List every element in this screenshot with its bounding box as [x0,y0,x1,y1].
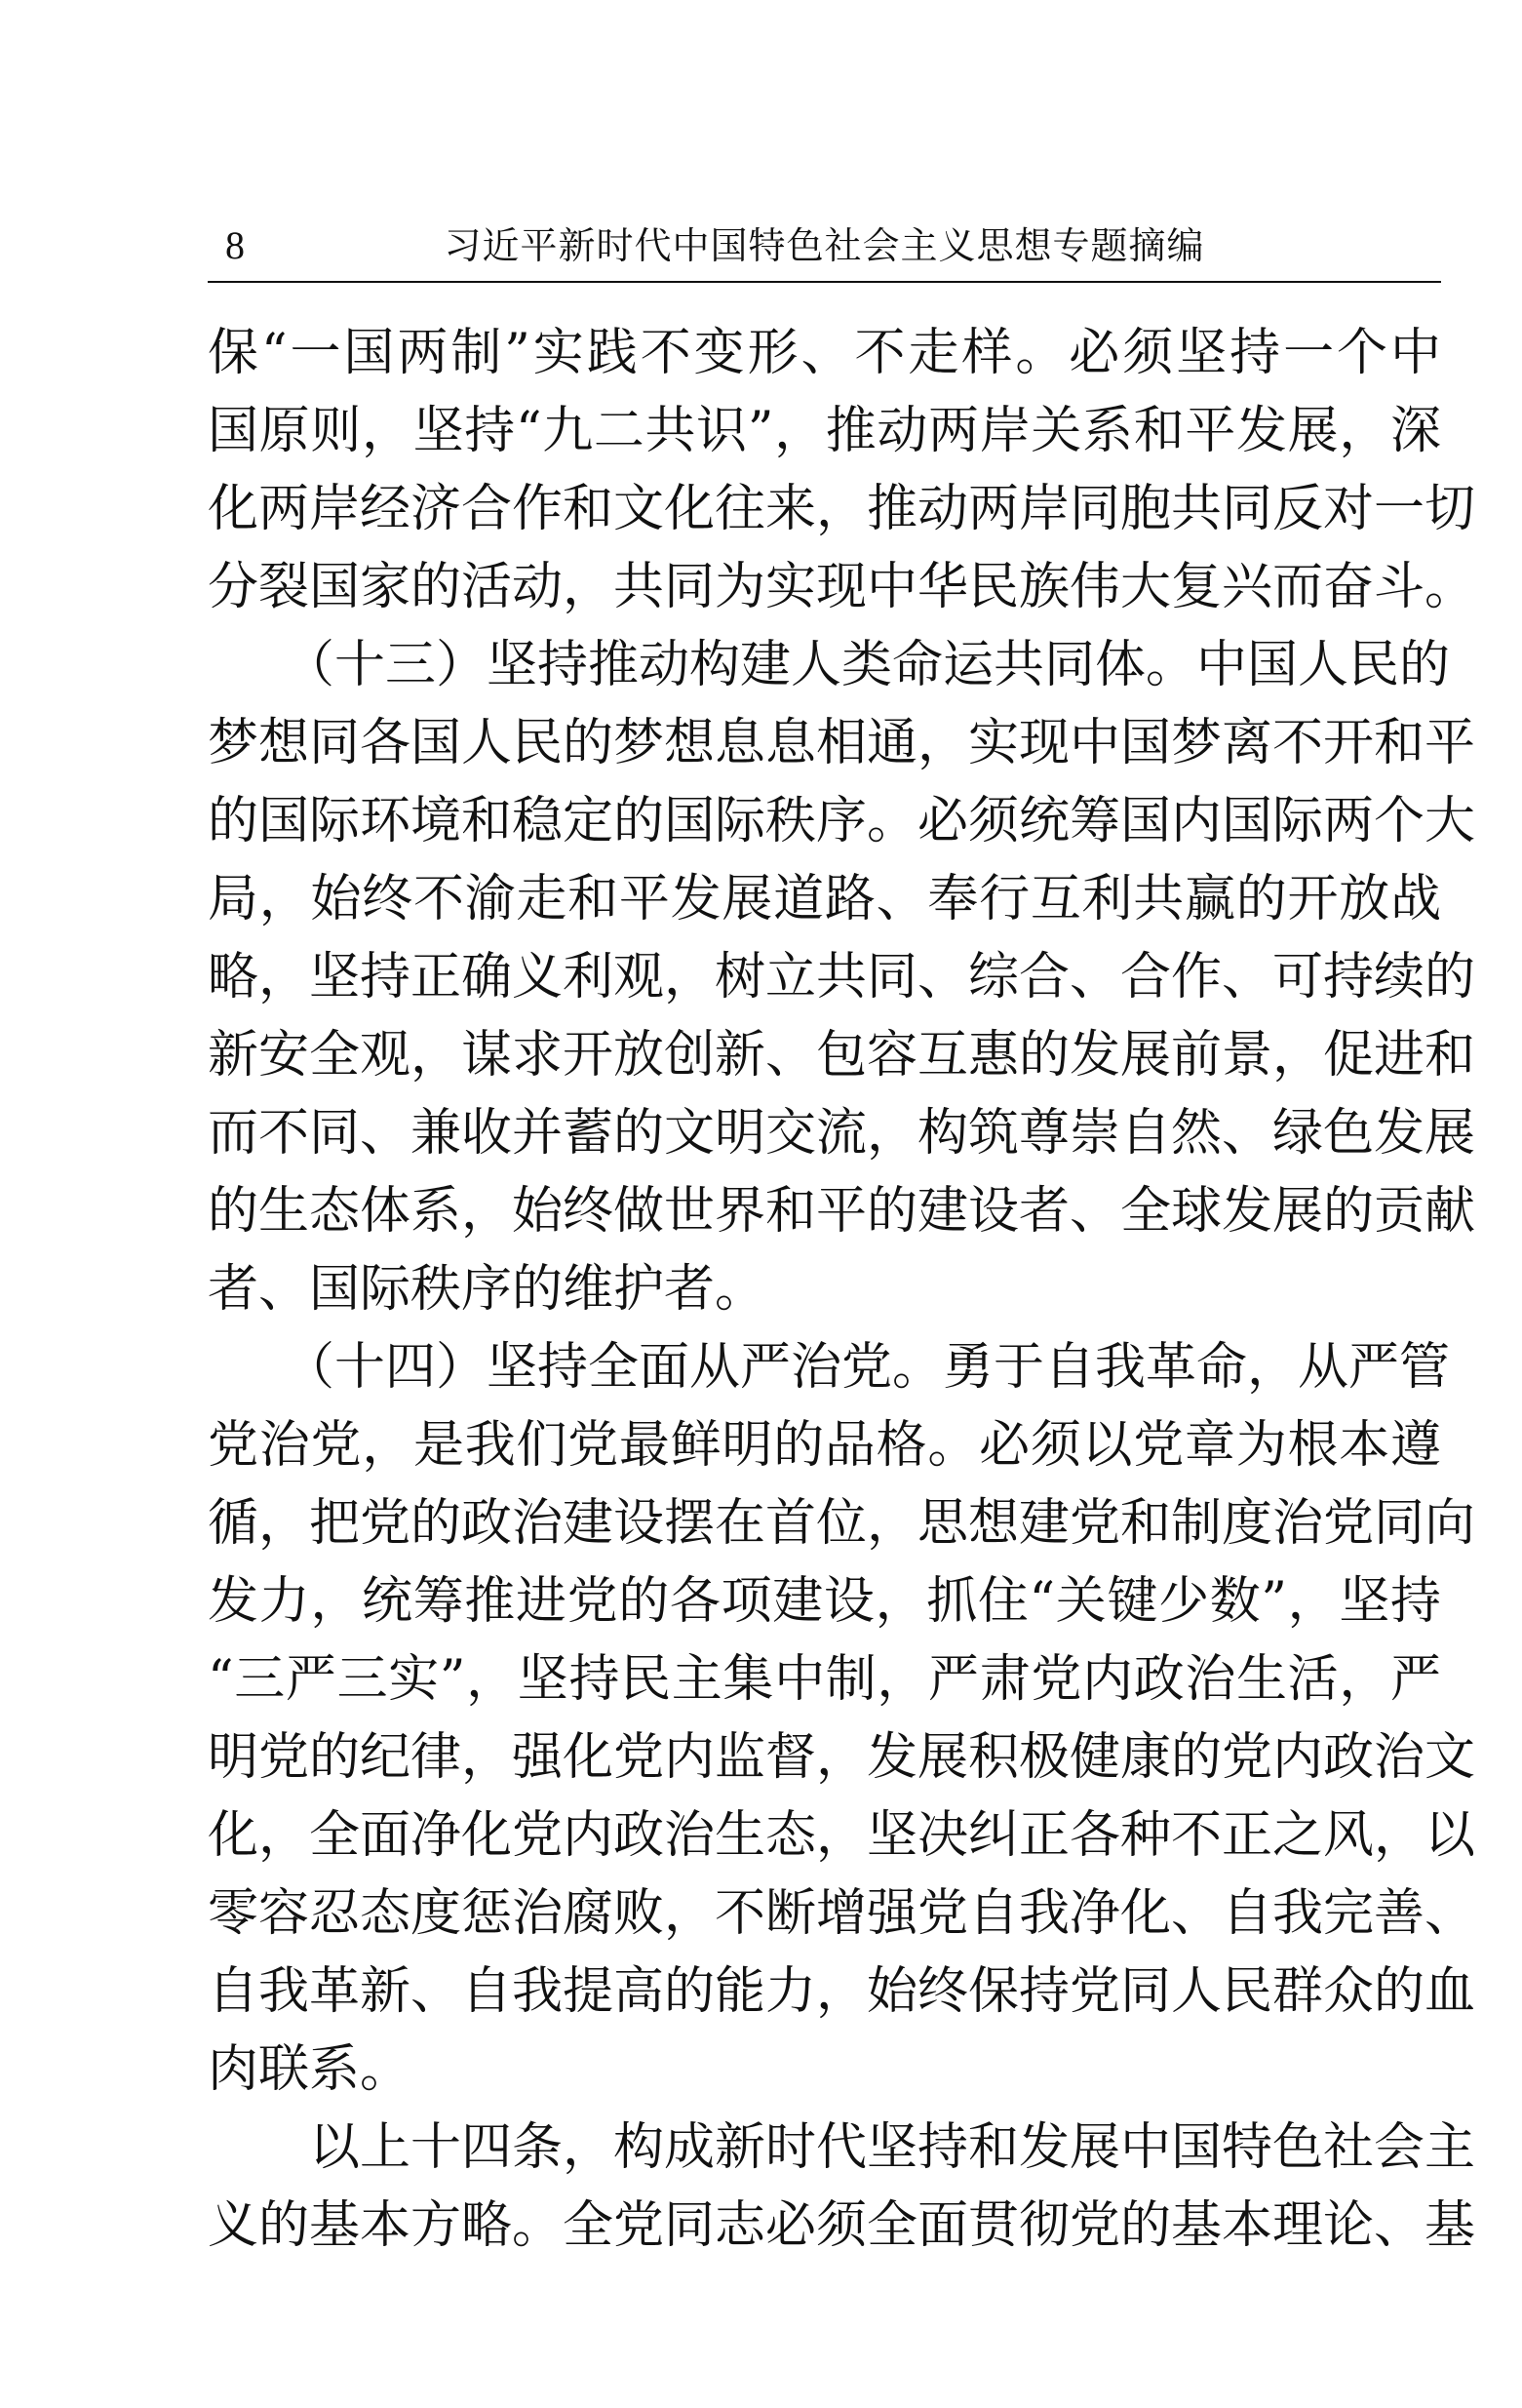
text-line: 循，把党的政治建设摆在首位，思想建党和制度治党同向 [208,1494,1476,1553]
text-line: “三严三实”，坚持民主集中制，严肃党内政治生活，严 [208,1650,1441,1709]
body-text [208,314,1476,2265]
text-line: 以上十四条，构成新时代坚持和发展中国特色社会主 [208,2118,1476,2177]
text-line: 国原则，坚持“九二共识”，推动两岸关系和平发展，深 [208,402,1441,460]
running-title: 习近平新时代中国特色社会主义思想专题摘编 [444,224,1205,267]
text-line: 新安全观，谋求开放创新、包容互惠的发展前景，促进和 [208,1026,1476,1085]
text-line: 化，全面净化党内政治生态，坚决纠正各种不正之风，以 [208,1806,1476,1865]
page-number: 8 [225,223,245,267]
text-line: 肉联系。 [208,2040,411,2099]
text-line: 的国际环境和稳定的国际秩序。必须统筹国内国际两个大 [208,792,1476,850]
text-line: 者、国际秩序的维护者。 [208,1260,766,1319]
text-line: 党治党，是我们党最鲜明的品格。必须以党章为根本遵 [208,1416,1441,1475]
text-line: 而不同、兼收并蓄的文明交流，构筑尊崇自然、绿色发展 [208,1104,1476,1163]
text-line: 发力，统筹推进党的各项建设，抓住“关键少数”，坚持 [208,1572,1441,1631]
text-line: 梦想同各国人民的梦想息息相通，实现中国梦离不开和平 [208,714,1476,772]
text-line: 零容忍态度惩治腐败，不断增强党自我净化、自我完善、 [208,1884,1476,1943]
text-line: （十四）坚持全面从严治党。勇于自我革命，从严管 [208,1338,1451,1397]
text-line: 化两岸经济合作和文化往来，推动两岸同胞共同反对一切 [208,480,1476,538]
text-line: 局，始终不渝走和平发展道路、奉行互利共赢的开放战 [208,870,1441,928]
page-header [208,213,1441,273]
text-line: 义的基本方略。全党同志必须全面贯彻党的基本理论、基 [208,2196,1476,2255]
text-line: 保“一国两制”实践不变形、不走样。必须坚持一个中 [208,324,1441,382]
text-line: 的生态体系，始终做世界和平的建设者、全球发展的贡献 [208,1182,1476,1241]
text-line: 略，坚持正确义利观，树立共同、综合、合作、可持续的 [208,948,1476,1007]
text-line: 自我革新、自我提高的能力，始终保持党同人民群众的血 [208,1962,1476,2021]
text-line: 分裂国家的活动，共同为实现中华民族伟大复兴而奋斗。 [208,558,1476,616]
header-rule [208,281,1441,283]
text-line: （十三）坚持推动构建人类命运共同体。中国人民的 [208,636,1451,694]
text-line: 明党的纪律，强化党内监督，发展积极健康的党内政治文 [208,1728,1476,1787]
